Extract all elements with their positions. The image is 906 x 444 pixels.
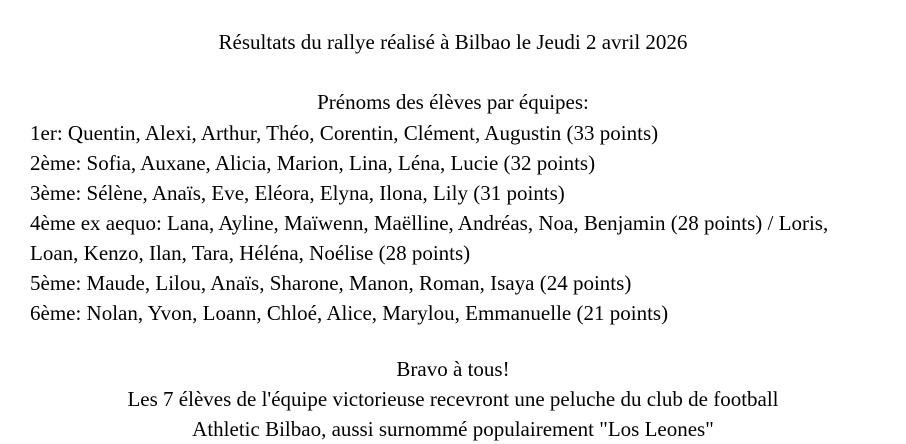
list-item: 1er: Quentin, Alexi, Arthur, Théo, Corentin, Clément, Augustin (33 points) [30, 121, 659, 145]
list-item: 5ème: Maude, Lilou, Anaïs, Sharone, Manon, Roman, Isaya (24 points) [30, 271, 632, 295]
list-item: 4ème ex aequo: Lana, Ayline, Maïwenn, Maëlline, Andréas, Noa, Benjamin (28 points) / Loris, Loan, Kenzo, Ilan, Tara, Héléna, Noélise (28 points) [30, 211, 829, 265]
closing-line-prize: Les 7 élèves de l'équipe victorieuse recevront une peluche du club de football [127, 387, 779, 411]
closing-line-bravo: Bravo à tous! [396, 357, 510, 381]
list-item: 6ème: Nolan, Yvon, Loann, Chloé, Alice, Marylou, Emmanuelle (21 points) [30, 301, 669, 325]
results-list [30, 118, 876, 328]
results-subtitle: Prénoms des élèves par équipes: [317, 90, 589, 114]
list-item: 3ème: Sélène, Anaïs, Eve, Eléora, Elyna, Ilona, Lily (31 points) [30, 181, 565, 205]
closing-line-club: Athletic Bilbao, aussi surnommé populairement "Los Leones" [192, 417, 714, 441]
list-item: 2ème: Sofia, Auxane, Alicia, Marion, Lina, Léna, Lucie (32 points) [30, 151, 596, 175]
page-title: Résultats du rallye réalisé à Bilbao le Jeudi 2 avril 2026 [218, 30, 688, 54]
closing-block [30, 354, 876, 444]
title-spacer [30, 56, 876, 88]
